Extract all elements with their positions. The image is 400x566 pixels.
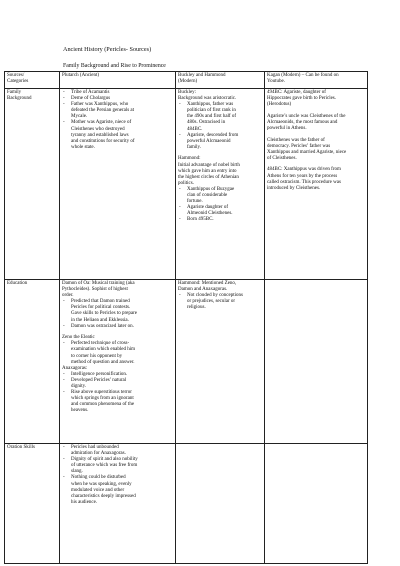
- zeno-list: [62, 341, 173, 365]
- text-line: democracy. Pericles’ father was: [267, 143, 331, 149]
- cell-family-buckley-hammond: [176, 89, 265, 280]
- text-line: his audience.: [71, 499, 98, 505]
- text-line: - Xanthippus, father was: [187, 102, 234, 108]
- header-buckley-hammond: [176, 72, 265, 89]
- text-line: the highest circles of Athenian: [178, 174, 239, 180]
- text-line: Zeno the Eleatic: [62, 335, 95, 341]
- text-line: Hammond: Mentioned Zeno,: [178, 281, 237, 286]
- cell-family-plutarch: [60, 89, 176, 280]
- text-line: Youtube.: [267, 79, 285, 85]
- text-line: Mycale.: [71, 114, 88, 120]
- text-line: Athens for ten years by the process: [267, 173, 338, 179]
- cell-oration-plutarch: [60, 444, 176, 564]
- text-line: Hammond:: [178, 156, 201, 162]
- text-line: dignity.: [71, 384, 87, 389]
- text-line: modulated voice and other: [71, 487, 125, 493]
- text-block: [7, 90, 57, 102]
- text-line: 494BC: Agariste, daughter of: [267, 90, 326, 95]
- text-line: Alcmaeonids, the most famous and: [267, 119, 338, 125]
- text-line: when he was speaking, evenly: [71, 481, 132, 487]
- text-line: - Deme of Cholargus: [71, 96, 111, 102]
- text-line: clan of considerable: [187, 193, 228, 198]
- list-item: [187, 102, 262, 132]
- text-line: Pericles for political contests.: [71, 305, 131, 311]
- paragraph: [267, 138, 365, 162]
- row-family-background: [5, 89, 368, 280]
- list-item: [71, 120, 173, 150]
- damon-list: [62, 299, 173, 329]
- category-education: [5, 280, 60, 444]
- text-line: - Tribe of Acamantis: [71, 90, 110, 95]
- text-line: characteristics deeply impressed: [71, 493, 136, 499]
- text-line: Pythocleides). Sophist of highest: [62, 287, 128, 293]
- text-line: - Developed Pericles’ natural: [71, 377, 127, 383]
- text-line: Buckley:: [178, 90, 197, 95]
- text-line: or prejudices, secular or: [187, 299, 236, 305]
- text-line: - Agariste, descended from: [187, 132, 239, 138]
- text-line: powerful in Athens.: [267, 125, 307, 131]
- text-line: Categories: [7, 79, 29, 85]
- text-line: Agariste’s uncle was Cleisthenes of the: [267, 113, 346, 119]
- paragraph: [267, 167, 365, 191]
- text-line: - Father was Xanthippus, who: [71, 102, 129, 108]
- text-line: Sources/: [7, 73, 25, 78]
- cell-education-kagan: [265, 280, 368, 444]
- row-education: [5, 280, 368, 444]
- text-line: - Pericles had unbounded: [71, 445, 119, 450]
- text-line: politics.: [178, 180, 194, 186]
- text-line: Damon of Oa: Musical training (aka: [62, 281, 135, 286]
- text-block: [62, 73, 173, 79]
- text-line: Damon and Anaxagoras.: [178, 287, 228, 293]
- text-line: (Modern): [178, 79, 198, 85]
- list-item: [71, 457, 173, 475]
- text-line: method of question and answer.: [71, 359, 135, 365]
- list-item: [187, 217, 262, 223]
- text-line: examination which enabled him: [71, 347, 136, 353]
- text-block: [62, 281, 173, 299]
- text-line: - Intelligence personification.: [71, 371, 128, 377]
- text-line: - Damon was ostracized later on.: [71, 323, 134, 329]
- text-line: - Not clouded by conceptions: [187, 293, 243, 299]
- text-line: called ostracism. This procedure was: [267, 179, 341, 185]
- cell-education-plutarch: [60, 280, 176, 444]
- plutarch-oration-list: [62, 445, 173, 506]
- buckley-family-list: [178, 102, 262, 151]
- text-line: 480s. Ostracised in: [187, 120, 226, 126]
- text-line: - Rise above superstitious terror: [71, 390, 132, 396]
- text-line: - Agariste daughter of: [187, 205, 229, 211]
- text-line: Almeonid Cleisthenes.: [187, 211, 233, 217]
- text-line: introduced by Cleisthenes.: [267, 185, 321, 191]
- paragraph: [267, 114, 365, 132]
- text-line: Xanthippus and married Agariste, niece: [267, 149, 347, 155]
- text-line: - Born 495BC.: [187, 217, 214, 223]
- text-line: defeated the Persian generals at: [71, 108, 135, 114]
- sources-table: [4, 71, 368, 564]
- text-block: [178, 90, 262, 102]
- paragraph-group: [267, 90, 365, 192]
- text-line: - Predicted that Damon trained: [71, 299, 130, 305]
- text-block: [7, 73, 57, 85]
- text-line: Anaxagoras:: [62, 365, 88, 371]
- document-title: Ancient History (Pericles- Sources): [63, 46, 152, 53]
- category-oration-skills: [5, 444, 60, 564]
- text-line: Initial advantage of nobel birth: [178, 162, 240, 168]
- text-line: and constitutions for security of: [71, 138, 135, 144]
- category-family-background: [5, 89, 60, 280]
- text-block: [7, 445, 57, 451]
- text-line: the 490s and first half of: [187, 114, 237, 120]
- cell-oration-buckley-hammond: [176, 444, 265, 564]
- text-line: religious.: [187, 305, 206, 311]
- list-item: [71, 378, 173, 390]
- text-line: slang.: [71, 469, 83, 475]
- list-item: [187, 187, 262, 205]
- text-line: - Nothing could be disturbed: [71, 475, 126, 481]
- list-item: [71, 445, 173, 457]
- list-item: [187, 205, 262, 217]
- list-item: [71, 324, 173, 330]
- text-line: Background: [7, 96, 32, 102]
- text-line: which gave him an entry into: [178, 168, 237, 174]
- anaxagoras-list: [62, 372, 173, 415]
- text-line: which springs from an ignorant: [71, 396, 134, 402]
- text-block: [178, 156, 262, 186]
- document-subtitle: Family Background and Rise to Prominence: [63, 63, 166, 69]
- text-line: whole state.: [71, 144, 95, 150]
- list-item: [71, 102, 173, 120]
- text-block: [267, 73, 365, 85]
- list-item: [187, 133, 262, 151]
- text-line: admiration for Anaxagoras.: [71, 451, 126, 457]
- text-line: family.: [187, 144, 201, 150]
- cell-education-buckley-hammond: [176, 280, 265, 444]
- plutarch-family-list: [62, 90, 173, 151]
- text-line: Buckley and Hammond: [178, 73, 226, 78]
- text-line: Education: [7, 281, 28, 286]
- list-item: [71, 341, 173, 365]
- text-block: [178, 281, 262, 293]
- text-line: 484BC: Xanthippus was driven from: [267, 167, 341, 173]
- text-line: Oration Skills: [7, 445, 35, 450]
- table-header-row: [5, 72, 368, 89]
- text-line: - Xanthippus of Buzygae: [187, 186, 235, 192]
- text-line: order.: [62, 293, 74, 299]
- text-line: Plutarch (Ancient): [62, 73, 100, 78]
- text-block: [178, 73, 262, 85]
- hammond-family-list: [178, 187, 262, 224]
- text-line: heavens.: [71, 408, 89, 414]
- paragraph: [267, 90, 365, 108]
- text-line: and common phenomena of the: [71, 402, 135, 408]
- text-line: to corner his opponent by: [71, 353, 123, 359]
- text-line: in the Heliaea and Ekklessia.: [71, 317, 129, 323]
- text-line: fortune.: [187, 199, 203, 205]
- cell-oration-kagan: [265, 444, 368, 564]
- text-line: Cleisthenes who destroyed: [71, 126, 125, 132]
- text-line: (Herodotus): [267, 102, 292, 108]
- list-item: [71, 475, 173, 505]
- text-line: - Mother was Agariste, niece of: [71, 120, 132, 126]
- text-line: of utterance which was free from: [71, 463, 138, 469]
- text-line: of Cleisthenes.: [267, 155, 297, 161]
- list-item: [187, 293, 262, 311]
- text-line: 484BC.: [187, 126, 203, 132]
- list-item: [71, 299, 173, 323]
- text-line: Background was aristocratic.: [178, 96, 237, 102]
- text-block: [7, 281, 57, 287]
- text-line: Gave skills to Pericles to prepare: [71, 311, 137, 317]
- text-line: tyranny and established laws: [71, 132, 129, 138]
- hammond-education-list: [178, 293, 262, 311]
- text-line: Cleisthenes was the father of: [267, 137, 325, 143]
- text-line: politician of first rank in: [187, 108, 236, 114]
- text-line: - Dignity of spirit and also nobility: [71, 457, 138, 463]
- header-plutarch: [60, 72, 176, 89]
- text-line: - Perfected technique of cross-: [71, 341, 130, 347]
- cell-family-kagan: [265, 89, 368, 280]
- row-oration-skills: [5, 444, 368, 564]
- header-kagan: [265, 72, 368, 89]
- text-line: powerful Alcmaeonid: [187, 138, 231, 144]
- text-line: Hippocrates gave birth to Pericles.: [267, 96, 337, 102]
- text-line: Family: [7, 90, 22, 95]
- header-sources-categories: [5, 72, 60, 89]
- list-item: [71, 390, 173, 414]
- text-line: Kagan (Modern) – Can be found on: [267, 73, 339, 78]
